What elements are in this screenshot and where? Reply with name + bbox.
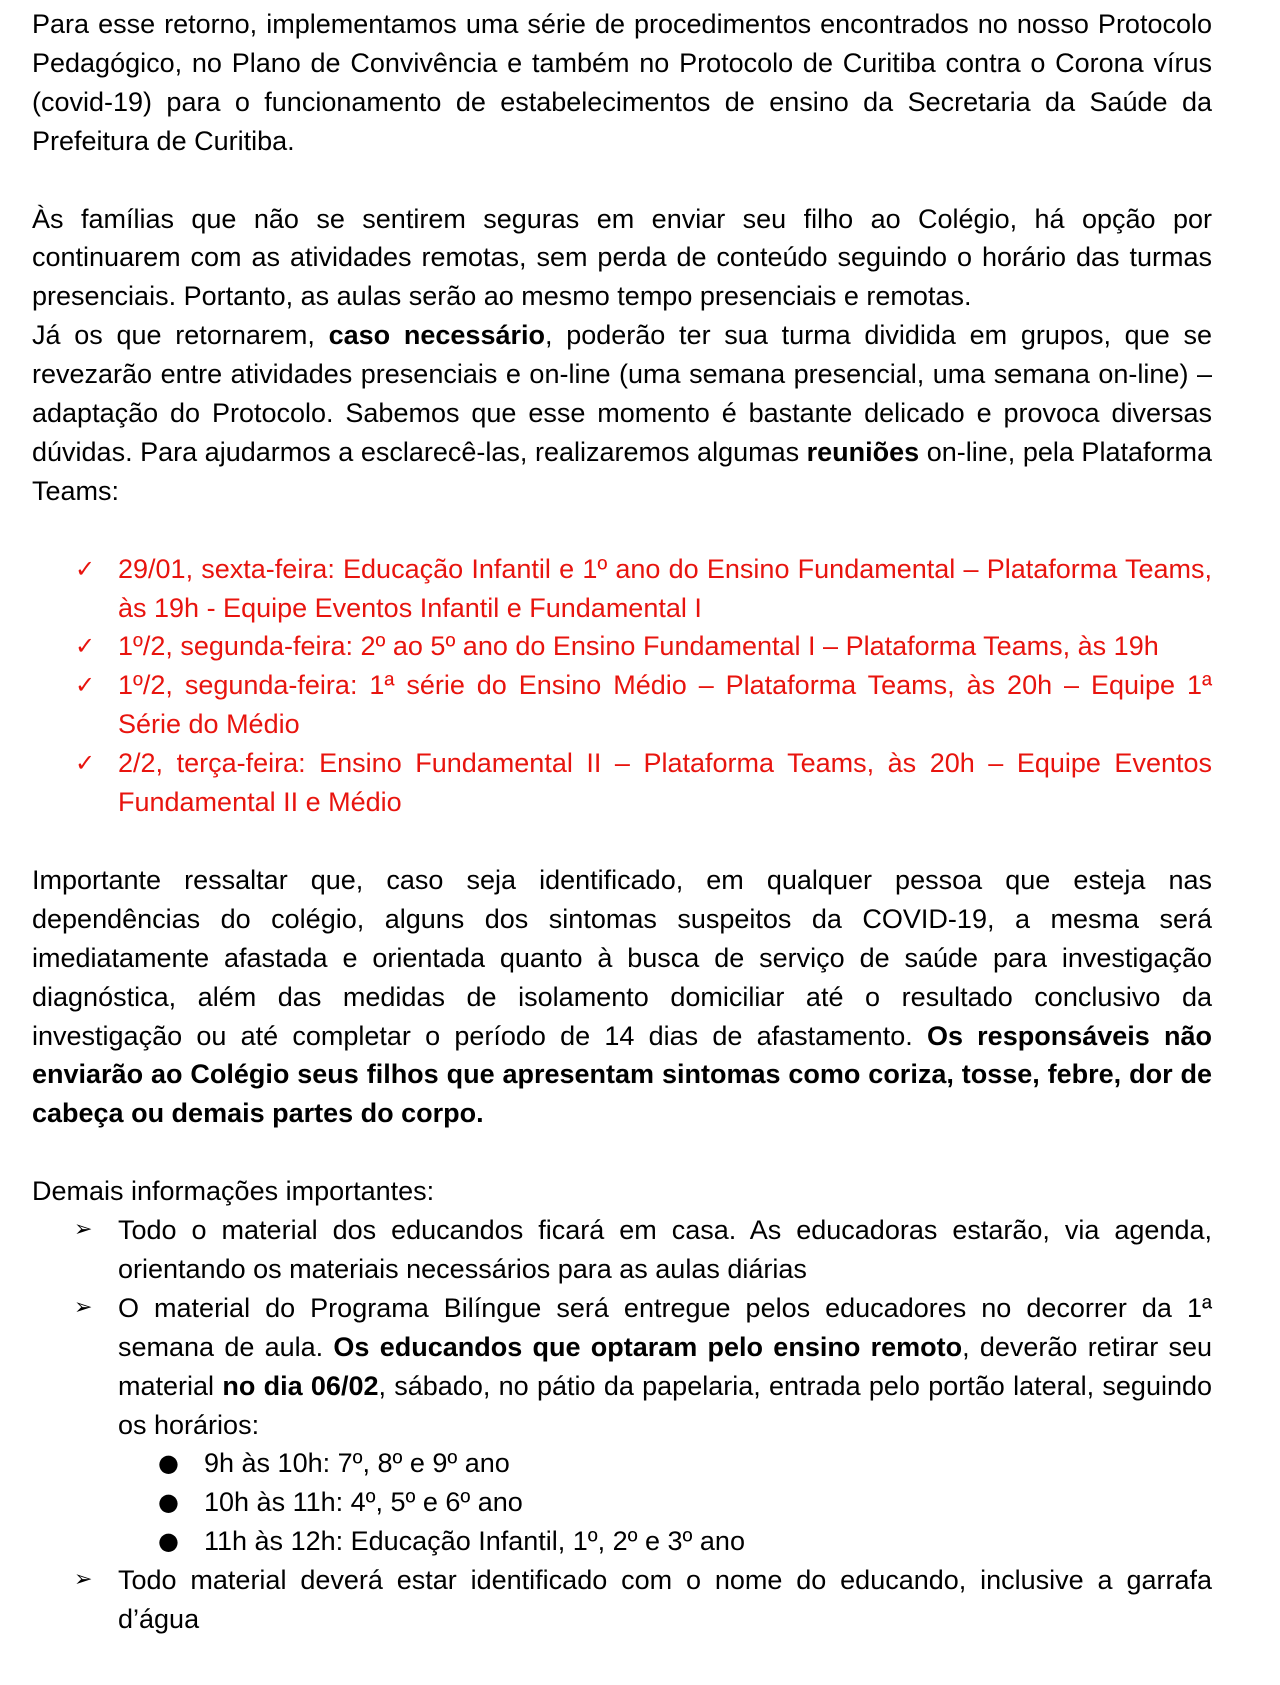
paragraph-spacer xyxy=(32,161,1212,200)
meeting-item xyxy=(75,666,1212,744)
meeting-item xyxy=(75,744,1212,822)
info-list xyxy=(32,1211,1212,1639)
schedule-item xyxy=(158,1522,1212,1561)
checkmark-icon: ✓ xyxy=(75,554,96,583)
info-heading: Demais informações importantes: xyxy=(32,1176,435,1207)
returning-bold-caso: caso necessário xyxy=(328,320,545,351)
returning-paragraph xyxy=(32,316,1212,511)
info-item-text-2: , deverão retirar seu material xyxy=(118,1331,1212,1401)
returning-bold-reunioes: reuniões xyxy=(806,436,920,467)
meeting-item-text: 2/2, terça-feira: Ensino Fundamental II – Plataforma Teams, às 20h – Equipe Eventos Fundamental II e Médio xyxy=(118,748,1212,818)
bullet-icon: ● xyxy=(158,1449,179,1478)
info-item xyxy=(74,1211,1212,1289)
document-page xyxy=(32,5,1212,1639)
returning-text-2: , poderão ter sua turma dividida em grupos, que se revezarão entre atividades presenciais e on-line (uma semana presencial, uma semana on-line) – adaptação do Protocolo. Sabemos que esse momento é bastante delicado e provoca diversas dúvidas. Para ajudarmos a esclarecê-las, realizaremos algumas xyxy=(32,320,1212,467)
info-item xyxy=(74,1561,1212,1639)
families-paragraph: Às famílias que não se sentirem seguras em enviar seu filho ao Colégio, há opção por continuarem com as atividades remotas, sem perda de conteúdo seguindo o horário das turmas presenciais. Portanto, as aulas serão ao mesmo tempo presenciais e remotas. xyxy=(32,203,1212,312)
arrowhead-icon: ➢ xyxy=(74,1217,93,1243)
important-paragraph xyxy=(32,861,1212,1133)
schedule-item-text: 10h às 11h: 4º, 5º e 6º ano xyxy=(204,1487,523,1518)
schedule-item xyxy=(158,1483,1212,1522)
important-bold-warning: Os responsáveis não enviarão ao Colégio seus filhos que apresentam sintomas como coriza, tosse, febre, dor de cabeça ou demais partes do corpo. xyxy=(32,1020,1212,1129)
returning-text-3: on-line, pela Plataforma Teams: xyxy=(32,436,1212,506)
meeting-item xyxy=(75,550,1212,628)
info-item xyxy=(74,1289,1213,1561)
info-item-text: Todo material deverá estar identificado com o nome do educando, inclusive a garrafa d’água xyxy=(118,1565,1212,1635)
schedule-item xyxy=(158,1444,1212,1483)
bullet-icon: ● xyxy=(158,1527,179,1556)
intro-paragraph: Para esse retorno, implementamos uma série de procedimentos encontrados no nosso Protocolo Pedagógico, no Plano de Convivência e também no Protocolo de Curitiba contra o Corona vírus (covid-19) para o funcionamento de estabelecimentos de ensino da Secretaria da Saúde da Prefeitura de Curitiba. xyxy=(32,9,1212,156)
meeting-item-text: 1º/2, segunda-feira: 1ª série do Ensino Médio – Plataforma Teams, às 20h – Equipe 1ª Série do Médio xyxy=(118,670,1212,740)
meeting-item-text: 1º/2, segunda-feira: 2º ao 5º ano do Ensino Fundamental I – Plataforma Teams, às 19h xyxy=(118,631,1159,662)
arrowhead-icon: ➢ xyxy=(74,1294,93,1320)
info-item-text-3: , sábado, no pátio da papelaria, entrada pelo portão lateral, seguindo os horários: xyxy=(118,1370,1213,1440)
info-item-bold-remote: Os educandos que optaram pelo ensino remoto xyxy=(333,1331,963,1362)
info-item-text: Todo o material dos educandos ficará em casa. As educadoras estarão, via agenda, orientando os materiais necessários para as aulas diárias xyxy=(118,1215,1212,1284)
paragraph-spacer xyxy=(32,511,1212,550)
info-item-bold-date: no dia 06/02 xyxy=(222,1370,379,1401)
checkmark-icon: ✓ xyxy=(75,671,96,700)
schedule-item-text: 11h às 12h: Educação Infantil, 1º, 2º e 3º ano xyxy=(204,1526,745,1557)
checkmark-icon: ✓ xyxy=(75,749,96,778)
important-text: Importante ressaltar que, caso seja identificado, em qualquer pessoa que esteja nas dependências do colégio, alguns dos sintomas suspeitos da COVID-19, a mesma será imediatamente afastada e orientada quanto à busca de serviço de saúde para investigação diagnóstica, além das medidas de isolamento domiciliar até o resultado conclusivo da investigação ou até completar o período de 14 dias de afastamento. xyxy=(32,864,1212,1051)
meeting-item xyxy=(75,627,1212,666)
arrowhead-icon: ➢ xyxy=(74,1567,93,1593)
schedule-item-text: 9h às 10h: 7º, 8º e 9º ano xyxy=(204,1448,510,1479)
returning-text-1: Já os que retornarem, xyxy=(32,320,329,351)
paragraph-spacer xyxy=(32,822,1212,861)
paragraph-spacer xyxy=(32,1133,1212,1172)
checkmark-icon: ✓ xyxy=(75,632,96,661)
meeting-item-text: 29/01, sexta-feira: Educação Infantil e 1º ano do Ensino Fundamental – Plataforma Teams, às 19h - Equipe Eventos Infantil e Fundamental I xyxy=(118,553,1212,623)
bullet-icon: ● xyxy=(158,1488,179,1517)
info-item-text-1: O material do Programa Bilíngue será entregue pelos educadores no decorrer da 1ª semana de aula. xyxy=(118,1292,1212,1362)
schedule-list xyxy=(118,1444,1212,1561)
meetings-list xyxy=(32,550,1212,822)
